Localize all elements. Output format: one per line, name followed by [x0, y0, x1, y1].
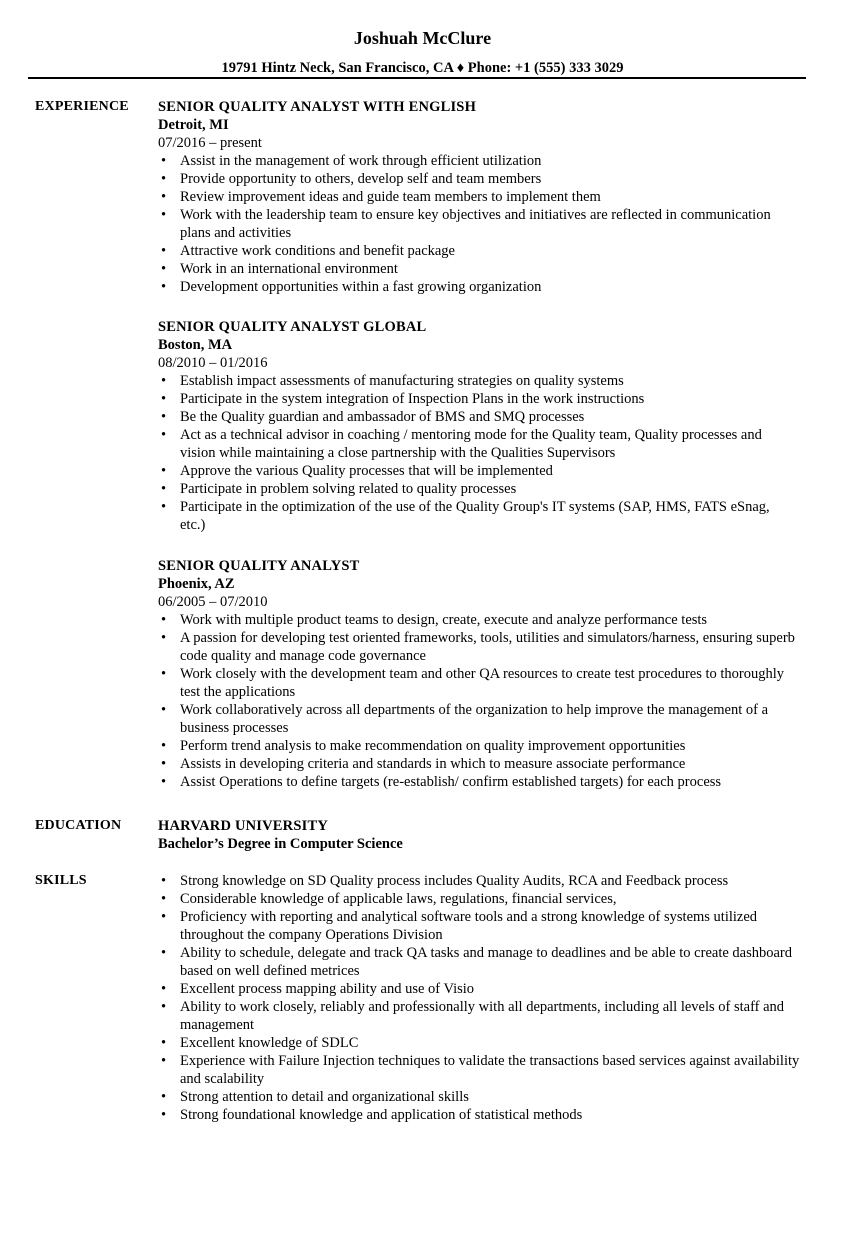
- job-bullet-list: [158, 372, 818, 534]
- bullet-icon: •: [161, 463, 167, 479]
- bullet-text: A passion for developing test oriented frameworks, tools, utilities and simulators/harness, ensuring superb: [180, 630, 795, 646]
- job-dates: 07/2016 – present: [158, 135, 262, 151]
- bullet-text: Work collaboratively across all departments of the organization to help improve the management of a: [180, 702, 769, 718]
- bullet-icon: •: [161, 243, 167, 259]
- list-item: [158, 480, 818, 498]
- bullet-icon: •: [161, 981, 167, 997]
- list-item: [158, 773, 818, 791]
- list-item: [158, 755, 818, 773]
- job-title: SENIOR QUALITY ANALYST: [158, 558, 360, 574]
- list-item: [158, 408, 818, 426]
- job-title: SENIOR QUALITY ANALYST WITH ENGLISH: [158, 99, 477, 115]
- list-item: [158, 242, 818, 260]
- bullet-icon: •: [161, 909, 167, 925]
- bullet-text: throughout the company Operations Division: [180, 927, 443, 943]
- school-name: HARVARD UNIVERSITY: [158, 818, 329, 834]
- list-item: [158, 890, 818, 908]
- job-location: Phoenix, AZ: [158, 576, 235, 592]
- bullet-text: test the applications: [180, 684, 296, 700]
- bullet-icon: •: [161, 1035, 167, 1051]
- job-entry: [158, 98, 818, 296]
- bullet-text: Approve the various Quality processes that will be implemented: [180, 463, 553, 479]
- list-item: [158, 390, 818, 408]
- list-item: [158, 1052, 818, 1088]
- list-item: [158, 629, 818, 665]
- bullet-icon: •: [161, 261, 167, 277]
- bullet-icon: •: [161, 702, 167, 718]
- job-location: Detroit, MI: [158, 117, 229, 133]
- bullet-icon: •: [161, 499, 167, 515]
- bullet-text: plans and activities: [180, 225, 292, 241]
- bullet-icon: •: [161, 774, 167, 790]
- bullet-icon: •: [161, 738, 167, 754]
- bullet-text: Experience with Failure Injection techniques to validate the transactions based services against availability: [180, 1053, 800, 1069]
- bullet-text: Assist in the management of work through efficient utilization: [180, 153, 542, 169]
- list-item: [158, 737, 818, 755]
- list-item: [158, 872, 818, 890]
- job-entry: [158, 557, 818, 791]
- list-item: [158, 206, 818, 242]
- bullet-icon: •: [161, 891, 167, 907]
- list-item: [158, 980, 818, 998]
- bullet-icon: •: [161, 373, 167, 389]
- skills-bullet-list: [158, 872, 818, 1124]
- bullet-text: Strong knowledge on SD Quality process includes Quality Audits, RCA and Feedback process: [180, 873, 729, 889]
- bullet-icon: •: [161, 999, 167, 1015]
- bullet-text: Participate in problem solving related to quality processes: [180, 481, 517, 497]
- bullet-text: Establish impact assessments of manufacturing strategies on quality systems: [180, 373, 624, 389]
- bullet-text: Act as a technical advisor in coaching / mentoring mode for the Quality team, Quality processes and: [180, 427, 762, 443]
- bullet-text: Proficiency with reporting and analytical software tools and a strong knowledge of systems utilized: [180, 909, 758, 925]
- list-item: [158, 170, 818, 188]
- list-item: [158, 462, 818, 480]
- bullet-icon: •: [161, 666, 167, 682]
- header-divider: [28, 77, 806, 79]
- section-label-skills: SKILLS: [35, 873, 87, 888]
- bullet-text: Assists in developing criteria and standards in which to measure associate performance: [180, 756, 686, 772]
- bullet-icon: •: [161, 612, 167, 628]
- bullet-icon: •: [161, 189, 167, 205]
- bullet-text: Assist Operations to define targets (re-establish/ confirm established targets) for each process: [180, 774, 722, 790]
- bullet-text: Be the Quality guardian and ambassador of BMS and SMQ processes: [180, 409, 585, 425]
- list-item: [158, 611, 818, 629]
- bullet-text: Work with multiple product teams to design, create, execute and analyze performance tests: [180, 612, 708, 628]
- list-item: [158, 998, 818, 1034]
- degree: Bachelor’s Degree in Computer Science: [158, 836, 403, 852]
- bullet-icon: •: [161, 171, 167, 187]
- list-item: [158, 278, 818, 296]
- bullet-text: Excellent knowledge of SDLC: [180, 1035, 359, 1051]
- bullet-text: Attractive work conditions and benefit package: [180, 243, 455, 259]
- job-location: Boston, MA: [158, 337, 233, 353]
- bullet-icon: •: [161, 1107, 167, 1123]
- section-label-education: EDUCATION: [35, 818, 122, 833]
- candidate-name: Joshuah McClure: [353, 28, 492, 48]
- bullet-icon: •: [161, 756, 167, 772]
- bullet-icon: •: [161, 873, 167, 889]
- job-dates: 08/2010 – 01/2016: [158, 355, 268, 371]
- bullet-icon: •: [161, 630, 167, 646]
- bullet-text: Provide opportunity to others, develop self and team members: [180, 171, 542, 187]
- bullet-icon: •: [161, 1089, 167, 1105]
- bullet-text: Work closely with the development team and other QA resources to create test procedures to thoroughly: [180, 666, 785, 682]
- bullet-text: Review improvement ideas and guide team members to implement them: [180, 189, 601, 205]
- bullet-icon: •: [161, 153, 167, 169]
- bullet-text: Considerable knowledge of applicable laws, regulations, financial services,: [180, 891, 617, 907]
- bullet-text: Ability to schedule, delegate and track QA tasks and manage to deadlines and be able to create dashboard: [180, 945, 793, 961]
- bullet-icon: •: [161, 1053, 167, 1069]
- bullet-text: Strong attention to detail and organizational skills: [180, 1089, 469, 1105]
- bullet-icon: •: [161, 409, 167, 425]
- list-item: [158, 665, 818, 701]
- bullet-text: management: [180, 1017, 255, 1033]
- bullet-text: Strong foundational knowledge and application of statistical methods: [180, 1107, 583, 1123]
- job-entry: [158, 318, 818, 534]
- list-item: [158, 498, 818, 534]
- list-item: [158, 152, 818, 170]
- bullet-text: and scalability: [180, 1071, 265, 1087]
- list-item: [158, 426, 818, 462]
- job-bullet-list: [158, 152, 818, 296]
- bullet-icon: •: [161, 945, 167, 961]
- bullet-text: Perform trend analysis to make recommendation on quality improvement opportunities: [180, 738, 686, 754]
- bullet-icon: •: [161, 207, 167, 223]
- list-item: [158, 188, 818, 206]
- list-item: [158, 1034, 818, 1052]
- bullet-text: business processes: [180, 720, 289, 736]
- bullet-text: etc.): [180, 517, 206, 533]
- list-item: [158, 1088, 818, 1106]
- bullet-text: vision while maintaining a close partnership with the Qualities Supervisors: [180, 445, 616, 461]
- list-item: [158, 1106, 818, 1124]
- list-item: [158, 372, 818, 390]
- skills-entry: [158, 872, 818, 1124]
- education-entry: [158, 817, 818, 853]
- list-item: [158, 260, 818, 278]
- bullet-icon: •: [161, 391, 167, 407]
- bullet-icon: •: [161, 427, 167, 443]
- job-bullet-list: [158, 611, 818, 791]
- list-item: [158, 908, 818, 944]
- bullet-icon: •: [161, 279, 167, 295]
- section-label-experience: EXPERIENCE: [35, 99, 129, 114]
- contact-line: 19791 Hintz Neck, San Francisco, CA ♦ Phone: +1 (555) 333 3029: [221, 60, 624, 76]
- job-title: SENIOR QUALITY ANALYST GLOBAL: [158, 319, 427, 335]
- bullet-text: Work in an international environment: [180, 261, 398, 277]
- bullet-text: Excellent process mapping ability and use of Visio: [180, 981, 475, 997]
- bullet-icon: •: [161, 481, 167, 497]
- bullet-text: Participate in the optimization of the use of the Quality Group's IT systems (SAP, HMS, FATS eSnag,: [180, 499, 770, 515]
- bullet-text: code quality and manage code governance: [180, 648, 426, 664]
- bullet-text: Ability to work closely, reliably and professionally with all departments, including all levels of staff and: [180, 999, 785, 1015]
- bullet-text: Participate in the system integration of Inspection Plans in the work instructions: [180, 391, 645, 407]
- list-item: [158, 701, 818, 737]
- bullet-text: Work with the leadership team to ensure key objectives and initiatives are reflected in communication: [180, 207, 771, 223]
- bullet-text: based on well defined metrices: [180, 963, 360, 979]
- list-item: [158, 944, 818, 980]
- job-dates: 06/2005 – 07/2010: [158, 594, 268, 610]
- bullet-text: Development opportunities within a fast growing organization: [180, 279, 542, 295]
